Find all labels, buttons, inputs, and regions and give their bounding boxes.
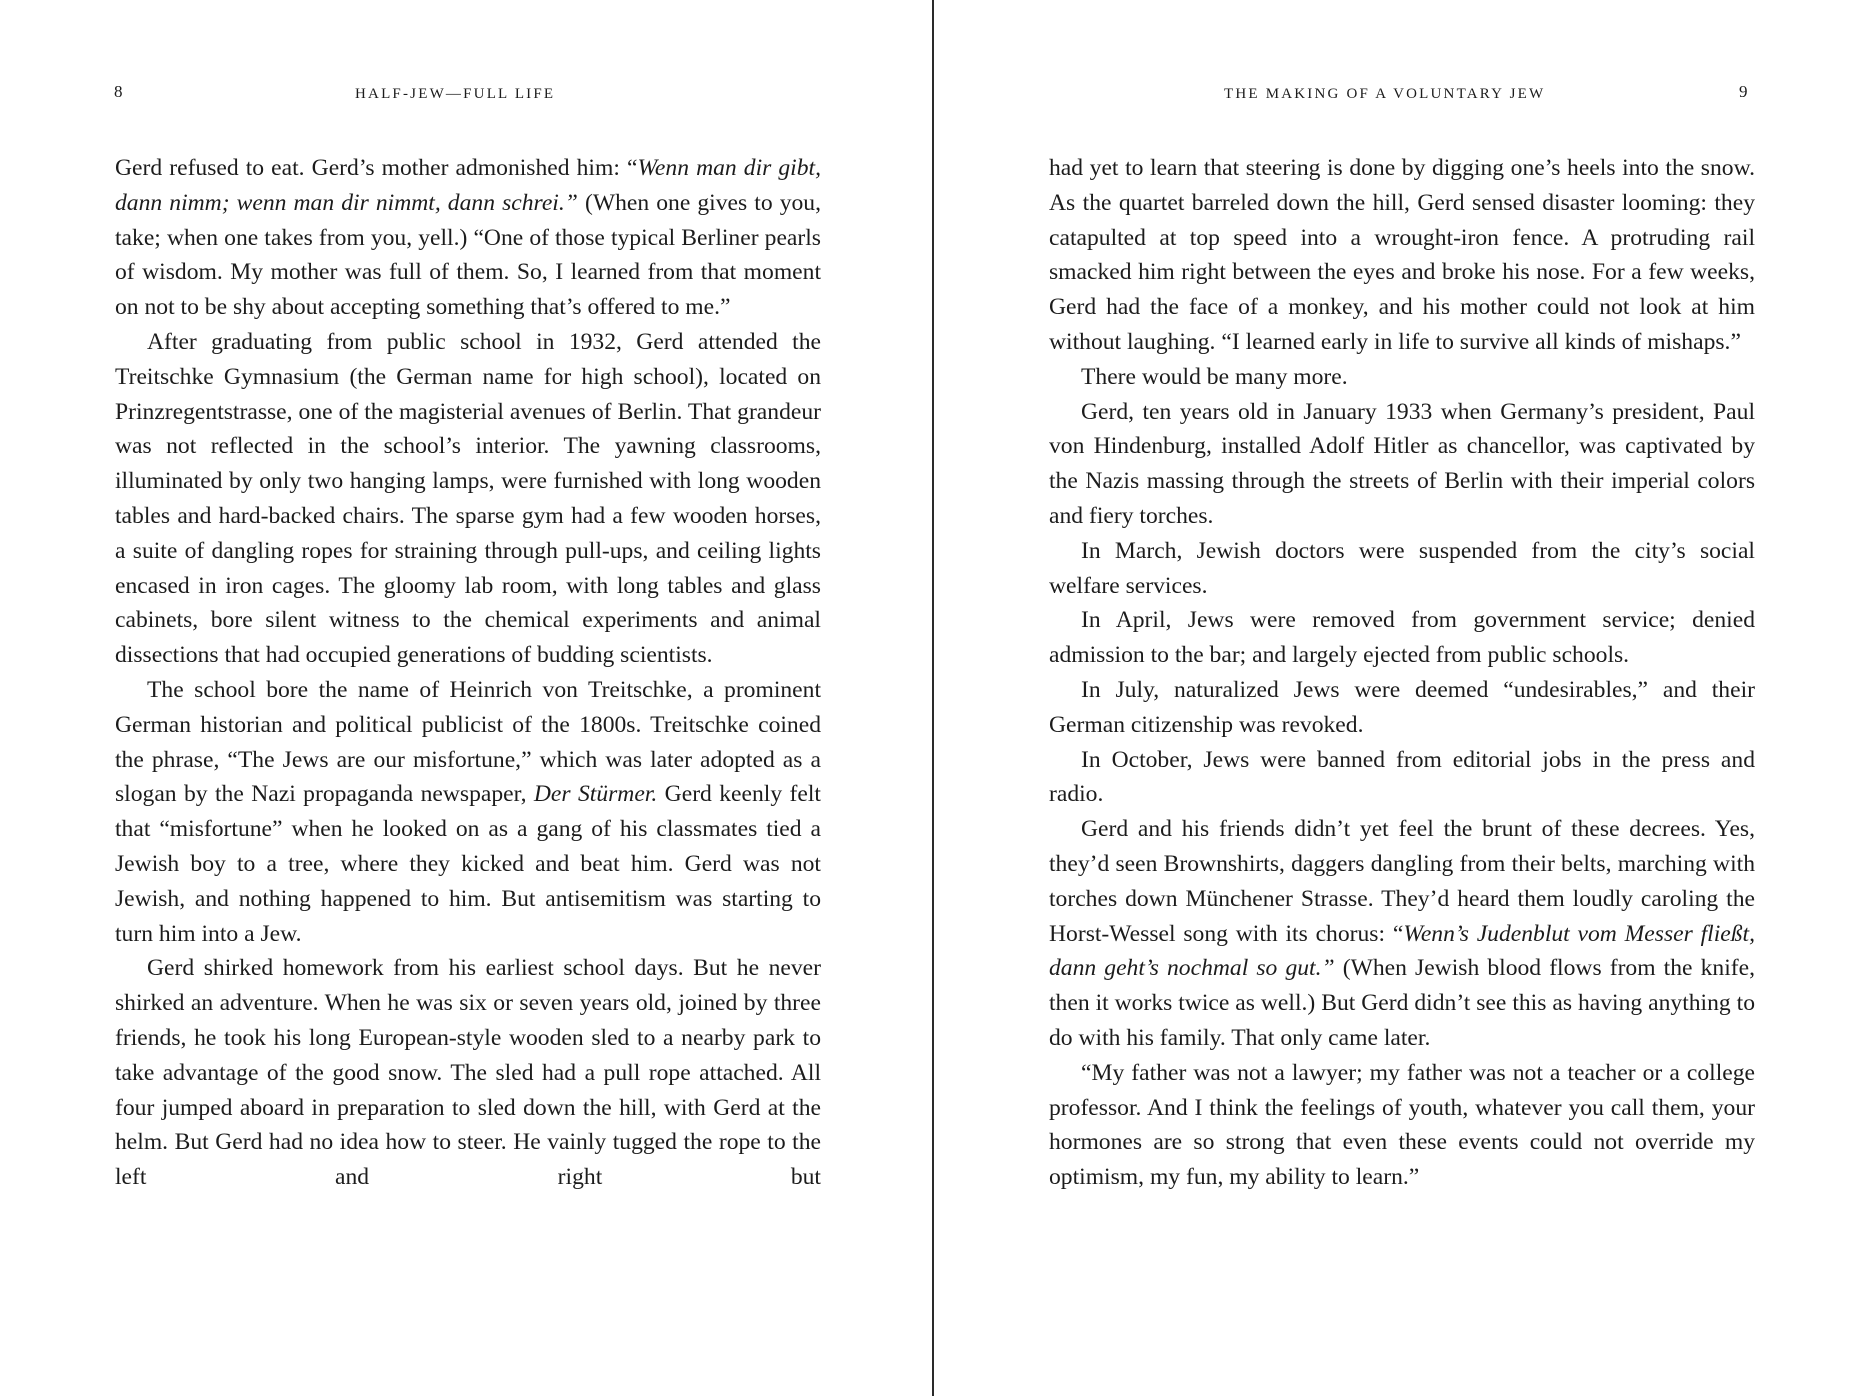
- italic-quote: Wenn man dir gibt, dann nimm; wenn man dir nimmt, dann schrei.”: [115, 155, 821, 216]
- left-page: [0, 0, 930, 1396]
- text-segment: Gerd keenly felt that “misfortune” when he looked on as a gang of his classmates tied a Jewish boy to a tree, where they kicked and beat him. Gerd was not Jewish, and nothing happened to him. But antisemitism was starting to turn him into a Jew.: [115, 781, 821, 947]
- paragraph: [1049, 395, 1755, 534]
- text-segment: (When Jewish blood flows from the knife, then it works twice as well.) But Gerd didn’t see this as having anything to do with his family. That only came later.: [1049, 955, 1755, 1051]
- running-head: HALF-JEW—FULL LIFE: [355, 86, 556, 102]
- page-number: 9: [1739, 82, 1748, 101]
- paragraph: [115, 151, 821, 325]
- text-segment: Gerd, ten years old in January 1933 when Germany’s president, Paul von Hindenburg, installed Adolf Hitler as chancellor, was captivated by the Nazis massing through the streets of Berlin with their imperial colors and fiery torches.: [1049, 398, 1755, 529]
- body-text: [1049, 151, 1755, 1195]
- running-head: THE MAKING OF A VOLUNTARY JEW: [1224, 86, 1546, 102]
- text-segment: In March, Jewish doctors were suspended from the city’s social welfare services.: [1049, 537, 1755, 599]
- text-segment: The school bore the name of Heinrich von Treitschke, a prominent German historian and political publicist of the 1800s. Treitschke coined the phrase, “The Jews are our misfortune,” which was later adopted as a slogan by the Nazi propaganda newspaper,: [115, 676, 821, 808]
- paragraph: [1049, 603, 1755, 673]
- text-segment: Gerd shirked homework from his earliest school days. But he never shirked an adventure. When he was six or seven years old, joined by three friends, he took his long European-style wooden sled to a nearby park to take advantage of the good snow. The sled had a pull rope attached. All four jumped aboard in preparation to sled down the hill, with Gerd at the helm. But Gerd had no idea how to steer. He vainly tugged the rope to the left and right but: [115, 955, 821, 1191]
- italic-title: Der Stürmer.: [533, 781, 658, 808]
- paragraph: [1049, 534, 1755, 604]
- text-segment: After graduating from public school in 1932, Gerd attended the Treitschke Gymnasium (the German name for high school), located on Prinzregentstrasse, one of the magisterial avenues of Berlin. That grandeur was not reflected in the school’s interior. The yawning classrooms, illuminated by only two hanging lamps, were furnished with long wooden tables and hard-backed chairs. The sparse gym had a few wooden horses, a suite of dangling ropes for straining through pull-ups, and ceiling lights encased in iron cages. The gloomy lab room, with long tables and glass cabinets, bore silent witness to the chemical experiments and animal dissections that had occupied generations of budding scientists.: [115, 328, 821, 669]
- paragraph: [115, 673, 821, 951]
- paragraph: [1049, 743, 1755, 813]
- text-segment: “My father was not a lawyer; my father was not a teacher or a college professor. And I think the feelings of youth, whatever you call them, your hormones are so strong that even these events could not override my optimism, my fun, my ability to learn.”: [1049, 1059, 1755, 1191]
- paragraph: [1049, 151, 1755, 360]
- text-segment: There would be many more.: [1081, 363, 1348, 390]
- text-segment: Gerd and his friends didn’t yet feel the brunt of these decrees. Yes, they’d seen Brownshirts, daggers dangling from their belts, marching with torches down Münchener Strasse. They’d heard them loudly caroling the Horst-Wessel song with its chorus: “: [1049, 816, 1755, 947]
- text-segment: In July, naturalized Jews were deemed “undesirables,” and their German citizenship was revoked.: [1049, 676, 1755, 738]
- paragraph: [115, 325, 821, 673]
- paragraph: [1049, 673, 1755, 743]
- text-segment: had yet to learn that steering is done by digging one’s heels into the snow. As the quartet barreled down the hill, Gerd sensed disaster looming: they catapulted at top speed into a wrought-iron fence. A protruding rail smacked him right between the eyes and broke his nose. For a few weeks, Gerd had the face of a monkey, and his mother could not look at him without laughing. “I learned early in life to survive all kinds of mishaps.”: [1049, 155, 1755, 355]
- paragraph: [1049, 360, 1755, 395]
- page-number: 8: [114, 82, 123, 101]
- paragraph: [1049, 812, 1755, 1056]
- body-text: [115, 151, 821, 1195]
- text-segment: Gerd refused to eat. Gerd’s mother admonished him: “: [115, 155, 638, 181]
- paragraph: [115, 951, 821, 1195]
- right-page: [934, 0, 1862, 1396]
- text-segment: In October, Jews were banned from editorial jobs in the press and radio.: [1049, 746, 1755, 808]
- paragraph: [1049, 1056, 1755, 1195]
- italic-quote: Wenn’s Judenblut vom Messer fließt, dann geht’s nochmal so gut.”: [1049, 920, 1755, 982]
- text-segment: (When one gives to you, take; when one takes from you, yell.) “One of those typical Berliner pearls of wisdom. My mother was full of them. So, I learned from that moment on not to be shy about accepting something that’s offered to me.”: [115, 189, 821, 321]
- text-segment: In April, Jews were removed from government service; denied admission to the bar; and largely ejected from public schools.: [1049, 607, 1755, 669]
